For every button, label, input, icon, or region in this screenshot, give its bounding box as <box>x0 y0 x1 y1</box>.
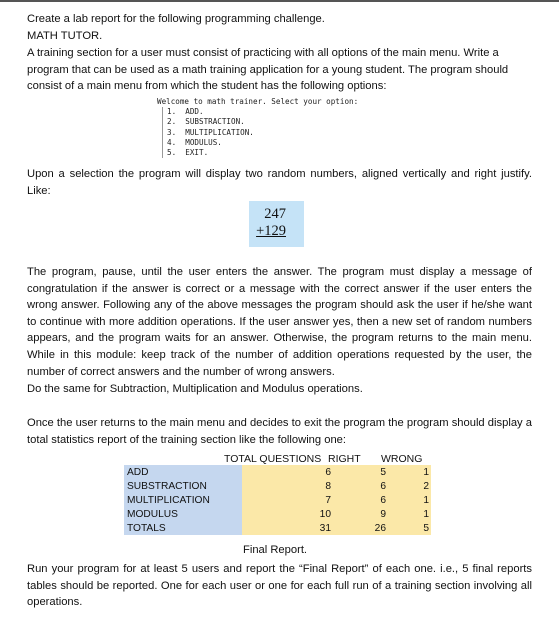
final-report-table <box>124 465 431 535</box>
row-label: SUBSTRACTION <box>124 479 242 493</box>
menu-items <box>162 107 358 158</box>
table-row <box>124 493 431 507</box>
stats-paragraph: Once the user returns to the main menu and decides to exit the program the program should display a total statistics report of the training section like the following one: <box>27 417 532 446</box>
example-top-number: 247 <box>264 206 286 222</box>
closing-paragraph: Run your program for at least 5 users and report the “Final Report” of each one. i.e., 5 final reports tables should be reported. One for each user or one for each full run of a training section involving all operations. <box>27 563 532 609</box>
body-paragraph: The program, pause, until the user enters the answer. The program must display a message of congratulation if the answer is correct or a message with the correct answer if the user enters the wrong answer. Following any of the above messages the program should ask the user if he/she want to continue with more addition operations. If the user answer yes, then a new set of random numbers appears, and the program waits for an answer. Otherwise, the program returns to the main menu. While in this module: keep track of the number of addition operations requested by the user, the number of correct answers and the number of wrong answers. <box>27 266 532 378</box>
example-numbers-box <box>249 201 304 247</box>
cell-right: 6 <box>337 493 394 507</box>
row-label: TOTALS <box>124 521 242 535</box>
cell-wrong: 2 <box>394 479 431 493</box>
cell-wrong: 1 <box>394 507 431 521</box>
menu-item-multiplication: 3. MULTIPLICATION. <box>167 127 254 137</box>
cell-total: 7 <box>242 493 337 507</box>
table-row <box>124 521 431 535</box>
header-right: RIGHT <box>328 453 361 465</box>
top-border <box>0 0 559 2</box>
cell-total: 31 <box>242 521 337 535</box>
cell-total: 10 <box>242 507 337 521</box>
selection-paragraph: Upon a selection the program will display two random numbers, aligned vertically and right justify. Like: <box>27 168 532 197</box>
cell-wrong: 1 <box>394 493 431 507</box>
row-label: MULTIPLICATION <box>124 493 242 507</box>
table-row <box>124 507 431 521</box>
cell-right: 26 <box>337 521 394 535</box>
menu-item-exit: 5. EXIT. <box>167 148 209 158</box>
intro-paragraph: A training section for a user must consist of practicing with all options of the main menu. Write a program that can be used as a math training application for a young student. The program should consist of a main menu from which the student has the following options: <box>27 47 509 93</box>
cell-right: 6 <box>337 479 394 493</box>
row-label: ADD <box>124 465 242 479</box>
header-total-questions: TOTAL QUESTIONS <box>224 453 322 465</box>
header-wrong: WRONG <box>381 453 423 465</box>
cell-wrong: 5 <box>394 521 431 535</box>
intro-line: Create a lab report for the following programming challenge. <box>27 13 325 25</box>
menu-example <box>157 97 358 158</box>
title-math-tutor: MATH TUTOR. <box>27 30 103 42</box>
cell-total: 8 <box>242 479 337 493</box>
row-label: MODULUS <box>124 507 242 521</box>
cell-right: 5 <box>337 465 394 479</box>
table-row <box>124 479 431 493</box>
menu-title: Welcome to math trainer. Select your option: <box>157 97 359 106</box>
cell-wrong: 1 <box>394 465 431 479</box>
same-operations-line: Do the same for Subtraction, Multiplication and Modulus operations. <box>27 383 363 395</box>
cell-right: 9 <box>337 507 394 521</box>
example-bottom-number: +129 <box>256 223 286 239</box>
menu-item-add: 1. ADD. <box>167 107 204 117</box>
cell-total: 6 <box>242 465 337 479</box>
final-report-caption: Final Report. <box>243 544 308 556</box>
menu-item-substraction: 2. SUBSTRACTION. <box>167 117 245 127</box>
menu-item-modulus: 4. MODULUS. <box>167 137 222 147</box>
table-row <box>124 465 431 479</box>
